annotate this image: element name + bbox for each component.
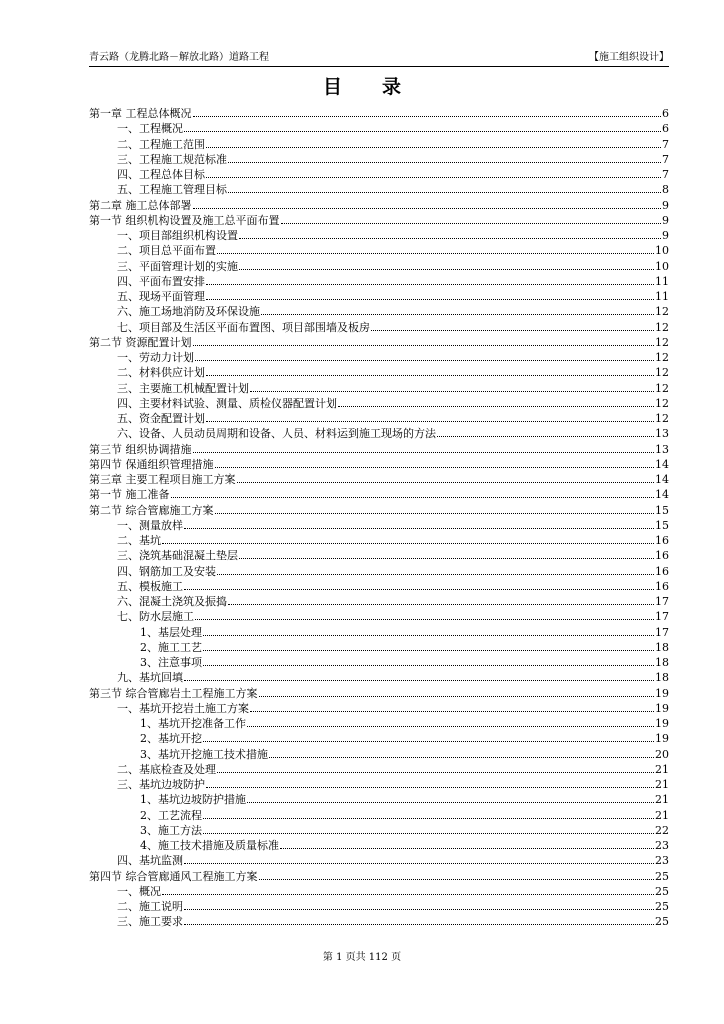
toc-entry-title: 一、概况 — [117, 884, 161, 898]
dot-leader — [228, 604, 654, 605]
toc-entry[interactable] — [89, 640, 669, 655]
toc-entry-title: 第四节 保通组织管理措施 — [89, 457, 214, 471]
toc-entry-page: 16 — [655, 549, 669, 563]
toc-entry-title: 第二章 施工总体部署 — [89, 198, 192, 212]
toc-entry[interactable] — [89, 228, 669, 243]
dot-leader — [184, 589, 654, 590]
toc-entry-page: 11 — [655, 274, 669, 288]
toc-entry[interactable] — [89, 335, 669, 350]
toc-entry-page: 16 — [655, 534, 669, 547]
toc-entry-title: 三、基坑边坡防护 — [117, 778, 205, 791]
dot-leader — [437, 436, 654, 437]
toc-entry-title: 第二节 资源配置计划 — [89, 335, 192, 349]
toc-entry[interactable] — [89, 853, 669, 868]
toc-entry-page: 21 — [655, 793, 669, 807]
toc-entry-page: 14 — [655, 473, 669, 486]
dot-leader — [162, 894, 654, 895]
dot-leader — [184, 909, 654, 910]
dot-leader — [215, 513, 655, 514]
toc-entry[interactable] — [89, 381, 669, 396]
toc-entry-title: 2、施工工艺 — [140, 640, 202, 654]
toc-entry[interactable] — [89, 701, 669, 716]
toc-entry-page: 12 — [655, 351, 669, 364]
dot-leader — [215, 467, 655, 468]
toc-entry[interactable] — [89, 411, 669, 426]
toc-entry[interactable] — [89, 838, 669, 853]
toc-entry-page: 22 — [655, 823, 669, 837]
dot-leader — [259, 696, 655, 697]
dot-leader — [261, 314, 654, 315]
dot-leader — [250, 711, 654, 712]
toc-entry-title: 九、基坑回填 — [117, 671, 183, 685]
toc-entry-title: 第四节 综合管廊通风工程施工方案 — [89, 869, 258, 883]
toc-entry-title: 三、平面管理计划的实施 — [117, 259, 238, 273]
toc-entry-page: 18 — [655, 671, 669, 685]
toc-entry-title: 一、项目部组织机构设置 — [117, 229, 238, 242]
toc-entry-page: 19 — [655, 717, 669, 730]
dot-leader — [171, 497, 655, 498]
toc-entry[interactable] — [89, 121, 669, 136]
toc-entry-title: 二、项目总平面布置 — [117, 244, 216, 258]
dot-leader — [217, 574, 654, 575]
toc-entry-page: 25 — [655, 884, 669, 898]
dot-leader — [193, 116, 662, 117]
dot-leader — [250, 391, 654, 392]
dot-leader — [239, 558, 654, 559]
toc-entry-page: 25 — [655, 869, 669, 883]
dot-leader — [206, 284, 654, 285]
dot-leader — [193, 208, 662, 209]
toc-entry[interactable] — [89, 808, 669, 823]
toc-entry-page: 12 — [655, 335, 669, 349]
dot-leader — [228, 162, 661, 163]
toc-entry-page: 9 — [662, 229, 669, 242]
toc-entry-page: 7 — [662, 168, 669, 181]
toc-entry-title: 三、浇筑基础混凝土垫层 — [117, 549, 238, 563]
toc-entry-title: 4、施工技术措施及质量标准 — [140, 839, 279, 852]
dot-leader — [193, 452, 655, 453]
toc-entry-page: 20 — [655, 747, 669, 761]
toc-entry-page: 7 — [662, 152, 669, 166]
dot-leader — [206, 375, 654, 376]
dot-leader — [247, 802, 654, 803]
toc-entry[interactable] — [89, 274, 669, 289]
toc-entry[interactable] — [89, 320, 669, 335]
toc-entry-title: 第一节 组织机构设置及施工总平面布置 — [89, 213, 280, 227]
toc-entry-title: 一、测量放样 — [117, 518, 183, 532]
toc-entry[interactable] — [89, 609, 669, 624]
toc-entry-title: 2、工艺流程 — [140, 808, 202, 822]
toc-entry[interactable] — [89, 396, 669, 411]
toc-entry-title: 六、设备、人员动员周期和设备、人员、材料运到施工现场的方法 — [117, 427, 436, 441]
toc-entry-title: 五、现场平面管理 — [117, 290, 205, 303]
toc-entry[interactable] — [89, 655, 669, 670]
toc-entry[interactable] — [89, 472, 669, 487]
toc-entry-page: 19 — [655, 686, 669, 700]
toc-entry-page: 8 — [662, 183, 669, 197]
toc-entry[interactable] — [89, 777, 669, 792]
toc-entry[interactable] — [89, 594, 669, 609]
toc-entry[interactable] — [89, 731, 669, 746]
toc-entry-page: 25 — [655, 900, 669, 913]
dot-leader — [206, 147, 661, 148]
toc-entry-page: 23 — [655, 854, 669, 868]
toc-entry[interactable] — [89, 823, 669, 838]
toc-entry-page: 15 — [655, 503, 669, 517]
toc-entry[interactable] — [89, 533, 669, 548]
dot-leader — [203, 650, 654, 651]
toc-entry[interactable] — [89, 716, 669, 731]
dot-leader — [184, 528, 654, 529]
toc-entry-title: 二、材料供应计划 — [117, 366, 205, 380]
toc-entry[interactable] — [89, 579, 669, 594]
dot-leader — [184, 924, 654, 925]
dot-leader — [195, 360, 654, 361]
toc-entry-page: 12 — [655, 366, 669, 380]
dot-leader — [237, 482, 655, 483]
toc-entry-page: 25 — [655, 915, 669, 929]
dot-leader — [217, 253, 654, 254]
dot-leader — [203, 833, 654, 834]
toc-entry[interactable] — [89, 289, 669, 304]
toc-entry-title: 一、基坑开挖岩土施工方案 — [117, 701, 249, 715]
toc-entry-title: 第三节 组织协调措施 — [89, 442, 192, 456]
toc-entry-title: 第三节 综合管廊岩土工程施工方案 — [89, 686, 258, 700]
dot-leader — [162, 543, 654, 544]
toc-entry-page: 23 — [655, 839, 669, 852]
toc-entry[interactable] — [89, 213, 669, 228]
toc-entry[interactable] — [89, 350, 669, 365]
dot-leader — [184, 131, 661, 132]
toc-entry-title: 二、工程施工范围 — [117, 137, 205, 151]
toc-entry-page: 14 — [655, 457, 669, 471]
toc-entry[interactable] — [89, 670, 669, 685]
toc-entry-page: 15 — [655, 518, 669, 532]
page-title: 目录 — [322, 76, 441, 98]
dot-leader — [206, 177, 661, 178]
dot-leader — [228, 192, 661, 193]
dot-leader — [203, 818, 654, 819]
toc-entry-title: 第三章 主要工程项目施工方案 — [89, 473, 236, 486]
toc-entry-page: 6 — [662, 122, 669, 136]
toc-entry[interactable] — [89, 518, 669, 533]
toc-entry-page: 12 — [655, 305, 669, 319]
toc-entry-page: 9 — [662, 198, 669, 212]
toc-entry-page: 18 — [655, 640, 669, 654]
page-footer: 第 1 页共 112 页 — [322, 952, 402, 963]
toc-entry-title: 七、项目部及生活区平面布置图、项目部围墙及板房 — [117, 320, 370, 334]
toc-entry[interactable] — [89, 548, 669, 563]
toc-entry[interactable] — [89, 564, 669, 579]
toc-entry-page: 21 — [655, 808, 669, 822]
toc-entry-page: 21 — [655, 778, 669, 791]
header-project-name: 青云路（龙腾北路－解放北路）道路工程 — [89, 52, 269, 63]
dot-leader — [206, 299, 654, 300]
toc-entry[interactable] — [89, 762, 669, 777]
toc-entry-title: 第一节 施工准备 — [89, 488, 170, 502]
dot-leader — [217, 772, 654, 773]
dot-leader — [247, 726, 654, 727]
toc-entry-title: 四、平面布置安排 — [117, 274, 205, 288]
toc-entry-title: 2、基坑开挖 — [140, 732, 202, 746]
dot-leader — [206, 787, 654, 788]
toc-entry[interactable] — [89, 792, 669, 807]
toc-entry-title: 五、资金配置计划 — [117, 412, 205, 425]
toc-entry-title: 一、工程概况 — [117, 122, 183, 136]
toc-entry-title: 1、基层处理 — [140, 625, 202, 639]
toc-entry[interactable] — [89, 457, 669, 472]
toc-entry[interactable] — [89, 503, 669, 518]
toc-entry[interactable] — [89, 365, 669, 380]
toc-entry[interactable] — [89, 198, 669, 213]
toc-entry-title: 第一章 工程总体概况 — [89, 107, 192, 120]
header-document-type: 【施工组织设计】 — [589, 52, 669, 63]
toc-entry-page: 17 — [655, 595, 669, 608]
dot-leader — [371, 330, 654, 331]
toc-entry-page: 6 — [662, 107, 669, 120]
toc-entry[interactable] — [89, 747, 669, 762]
toc-entry-page: 16 — [655, 564, 669, 578]
toc-entry-page: 13 — [655, 427, 669, 441]
dot-leader — [203, 665, 654, 666]
toc-entry[interactable] — [89, 625, 669, 640]
toc-entry[interactable] — [89, 914, 669, 929]
dot-leader — [203, 635, 654, 636]
toc-entry[interactable] — [89, 884, 669, 899]
toc-entry-page: 17 — [655, 610, 669, 624]
page-header — [89, 50, 669, 66]
dot-leader — [259, 879, 655, 880]
dot-leader — [280, 848, 654, 849]
toc-entry-title: 五、模板施工 — [117, 579, 183, 593]
toc-entry-page: 12 — [655, 320, 669, 334]
toc-entry-title: 四、基坑监测 — [117, 854, 183, 868]
toc-entry-title: 三、主要施工机械配置计划 — [117, 381, 249, 395]
toc-entry-title: 二、基底检查及处理 — [117, 762, 216, 776]
toc-entry[interactable] — [89, 152, 669, 167]
table-of-contents — [89, 106, 669, 930]
toc-entry-title: 六、混凝土浇筑及振捣 — [117, 595, 227, 608]
toc-entry-title: 3、注意事项 — [140, 656, 202, 669]
toc-entry-page: 9 — [662, 213, 669, 227]
toc-entry-page: 10 — [655, 244, 669, 258]
toc-entry-page: 19 — [655, 732, 669, 746]
dot-leader — [206, 421, 654, 422]
dot-leader — [193, 345, 655, 346]
toc-entry-page: 12 — [655, 412, 669, 425]
toc-entry[interactable] — [89, 899, 669, 914]
toc-entry[interactable] — [89, 106, 669, 121]
toc-entry-title: 六、施工场地消防及环保设施 — [117, 305, 260, 319]
toc-entry-page: 11 — [655, 290, 669, 303]
dot-leader — [281, 223, 662, 224]
toc-entry-title: 三、施工要求 — [117, 915, 183, 929]
toc-entry-title: 1、基坑边坡防护措施 — [140, 793, 246, 807]
toc-entry-page: 14 — [655, 488, 669, 502]
toc-entry-title: 七、防水层施工 — [117, 610, 194, 624]
toc-entry-title: 四、工程总体目标 — [117, 168, 205, 181]
toc-entry-page: 13 — [655, 442, 669, 456]
toc-entry[interactable] — [89, 259, 669, 274]
toc-entry-title: 四、钢筋加工及安装 — [117, 564, 216, 578]
toc-entry-title: 3、施工方法 — [140, 823, 202, 837]
toc-entry-page: 18 — [655, 656, 669, 669]
toc-entry-page: 10 — [655, 259, 669, 273]
dot-leader — [239, 269, 654, 270]
dot-leader — [269, 757, 654, 758]
toc-entry-page: 12 — [655, 396, 669, 410]
dot-leader — [203, 741, 654, 742]
dot-leader — [195, 619, 654, 620]
toc-entry[interactable] — [89, 243, 669, 258]
dot-leader — [239, 238, 661, 239]
toc-entry-title: 3、基坑开挖施工技术措施 — [140, 747, 268, 761]
toc-entry-page: 7 — [662, 137, 669, 151]
toc-entry-title: 一、劳动力计划 — [117, 351, 194, 364]
toc-entry-page: 16 — [655, 579, 669, 593]
toc-entry-page: 19 — [655, 701, 669, 715]
toc-entry[interactable] — [89, 137, 669, 152]
toc-entry-page: 12 — [655, 381, 669, 395]
header-divider — [89, 66, 669, 67]
toc-entry[interactable] — [89, 442, 669, 457]
dot-leader — [184, 680, 654, 681]
toc-entry[interactable] — [89, 167, 669, 182]
toc-entry-title: 第二节 综合管廊施工方案 — [89, 503, 214, 517]
toc-entry[interactable] — [89, 304, 669, 319]
toc-entry-title: 1、基坑开挖准备工作 — [140, 717, 246, 730]
toc-entry-title: 三、工程施工规范标准 — [117, 152, 227, 166]
toc-entry-title: 二、施工说明 — [117, 900, 183, 913]
dot-leader — [184, 863, 654, 864]
toc-entry-title: 二、基坑 — [117, 534, 161, 547]
toc-entry[interactable] — [89, 426, 669, 441]
toc-entry[interactable] — [89, 487, 669, 502]
toc-entry[interactable] — [89, 869, 669, 884]
toc-entry-title: 四、主要材料试验、测量、质检仪器配置计划 — [117, 396, 337, 410]
toc-entry-page: 21 — [655, 762, 669, 776]
toc-entry-page: 17 — [655, 625, 669, 639]
toc-entry[interactable] — [89, 686, 669, 701]
dot-leader — [338, 406, 654, 407]
toc-entry[interactable] — [89, 182, 669, 197]
toc-entry-title: 五、工程施工管理目标 — [117, 183, 227, 197]
